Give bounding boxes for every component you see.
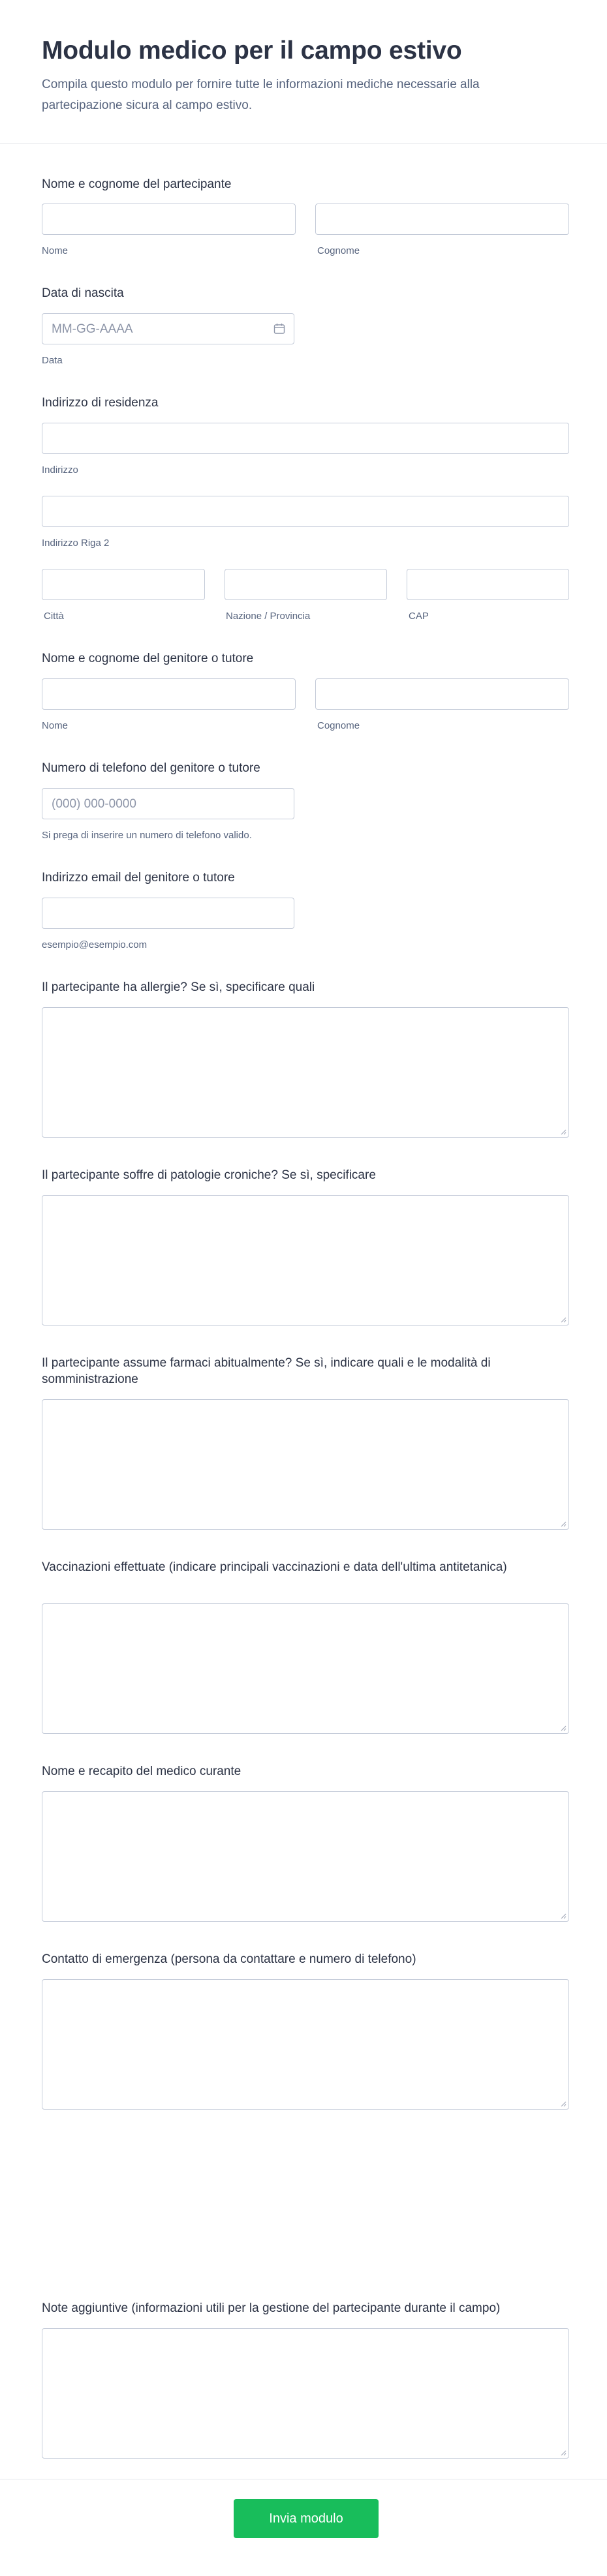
resize-handle-icon[interactable] (560, 2100, 567, 2107)
birth-date-label: Data di nascita (42, 286, 124, 300)
state-input[interactable] (225, 569, 387, 600)
participant-last-name-sublabel: Cognome (317, 245, 360, 256)
emergency-textarea[interactable] (42, 1979, 569, 2110)
resize-handle-icon[interactable] (560, 1129, 567, 1135)
guardian-phone-sublabel: Si prega di inserire un numero di telefono valido. (42, 830, 252, 841)
zip-sublabel: CAP (409, 611, 429, 622)
address-line2-sublabel: Indirizzo Riga 2 (42, 538, 110, 549)
page-subtitle: Compila questo modulo per fornire tutte le informazioni mediche necessarie alla partecipazione sicura al campo estivo. (42, 78, 480, 112)
doctor-label: Nome e recapito del medico curante (42, 1765, 241, 1778)
guardian-phone-placeholder: (000) 000-0000 (52, 797, 136, 811)
medications-textarea[interactable] (42, 1399, 569, 1530)
guardian-last-name-sublabel: Cognome (317, 720, 360, 731)
participant-first-name-input[interactable] (42, 204, 296, 235)
calendar-icon[interactable] (273, 322, 286, 335)
vaccinations-label: Vaccinazioni effettuate (indicare principali vaccinazioni e data dell'ultima antitetanica) (42, 1560, 507, 1574)
address-line1-input[interactable] (42, 423, 569, 454)
submit-button[interactable]: Invia modulo (234, 2499, 379, 2538)
birth-date-placeholder: MM-GG-AAAA (52, 322, 133, 336)
resize-handle-icon[interactable] (560, 2449, 567, 2456)
chronic-textarea[interactable] (42, 1195, 569, 1326)
page-title: Modulo medico per il campo estivo (42, 37, 462, 65)
guardian-first-name-input[interactable] (42, 678, 296, 710)
address-line1-sublabel: Indirizzo (42, 464, 78, 476)
guardian-phone-label: Numero di telefono del genitore o tutore (42, 761, 260, 775)
zip-input[interactable] (407, 569, 569, 600)
emergency-label: Contatto di emergenza (persona da contattare e numero di telefono) (42, 1952, 416, 1966)
address-line2-input[interactable] (42, 496, 569, 527)
guardian-phone-input[interactable] (42, 788, 294, 819)
allergies-textarea[interactable] (42, 1007, 569, 1138)
address-label: Indirizzo di residenza (42, 396, 159, 410)
guardian-name-label: Nome e cognome del genitore o tutore (42, 652, 254, 665)
vaccinations-textarea[interactable] (42, 1603, 569, 1734)
notes-textarea[interactable] (42, 2328, 569, 2459)
allergies-label: Il partecipante ha allergie? Se sì, specificare quali (42, 980, 315, 994)
participant-name-label: Nome e cognome del partecipante (42, 177, 232, 191)
participant-first-name-sublabel: Nome (42, 245, 69, 256)
state-sublabel: Nazione / Provincia (226, 611, 311, 622)
city-input[interactable] (42, 569, 205, 600)
guardian-last-name-input[interactable] (315, 678, 569, 710)
doctor-textarea[interactable] (42, 1791, 569, 1922)
birth-date-input[interactable] (42, 313, 294, 344)
resize-handle-icon[interactable] (560, 1316, 567, 1323)
guardian-email-input[interactable] (42, 898, 294, 929)
medications-label: Il partecipante assume farmaci abitualmente? Se sì, indicare quali e le modalità di somministrazione (42, 1356, 491, 1386)
guardian-email-sublabel: esempio@esempio.com (42, 939, 148, 950)
notes-label: Note aggiuntive (informazioni utili per la gestione del partecipante durante il campo) (42, 2301, 501, 2315)
chronic-label: Il partecipante soffre di patologie croniche? Se sì, specificare (42, 1168, 376, 1182)
birth-date-sublabel: Data (42, 355, 63, 366)
guardian-first-name-sublabel: Nome (42, 720, 69, 731)
resize-handle-icon[interactable] (560, 1913, 567, 1919)
city-sublabel: Città (44, 611, 64, 622)
resize-handle-icon[interactable] (560, 1521, 567, 1527)
guardian-email-label: Indirizzo email del genitore o tutore (42, 871, 235, 885)
form-header (0, 0, 607, 144)
participant-last-name-input[interactable] (315, 204, 569, 235)
resize-handle-icon[interactable] (560, 1725, 567, 1731)
